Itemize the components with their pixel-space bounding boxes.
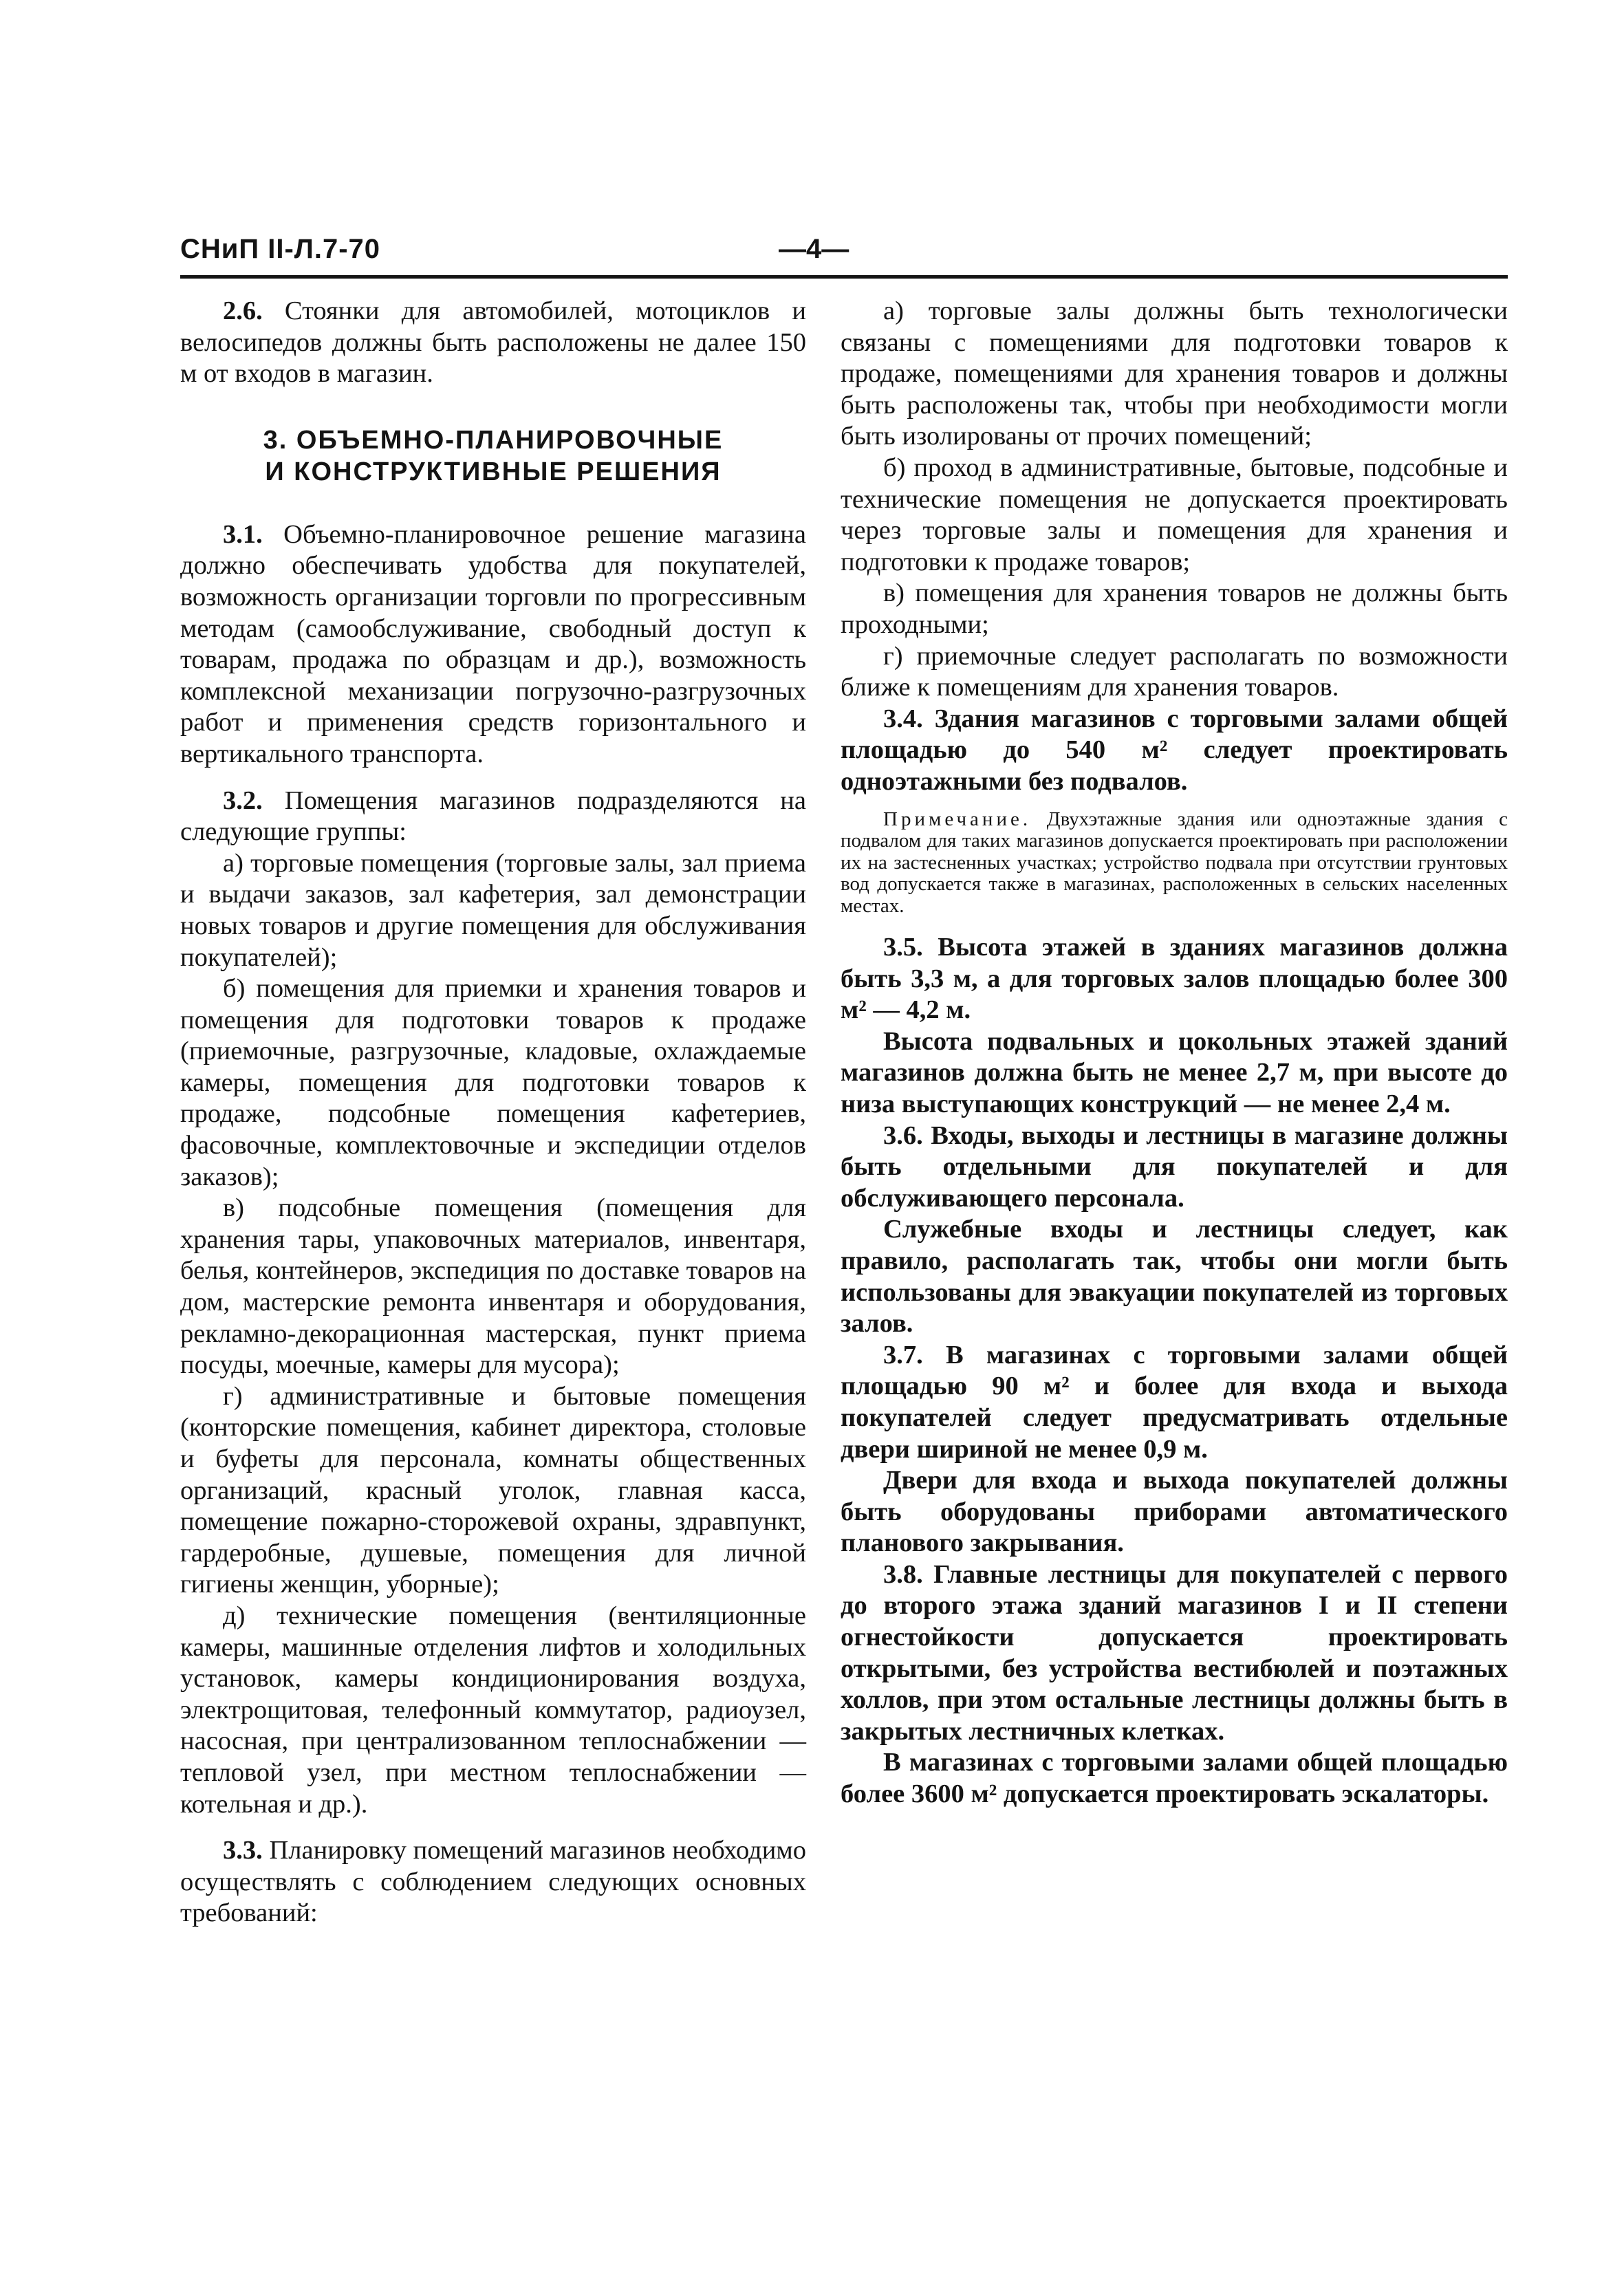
- paragraph-3-5-continued: Высота подвальных и цокольных этажей зданий магазинов должна быть не менее 2,7 м, при высоте до низа выступающих конструкций — не менее 2,4 м.: [841, 1026, 1508, 1118]
- clause-number: 2.6.: [223, 296, 263, 325]
- list-item-3-3-b: б) проход в административные, бытовые, подсобные и технические помещения не допускается проектировать через торговые залы и помещения для хранения и подготовки к продаже товаров;: [841, 453, 1508, 576]
- paragraph-3-5: [841, 932, 1508, 1026]
- clause-text: Объемно-планировочное решение магазина должно обеспечивать удобства для покупателей, возможность организации торговли по прогрессивным методам (самообслуживание, свободный доступ к товарам, продажа по образцам и др.), возможность комплексной механизации погрузочно-разгрузочных работ и применения средств горизонтального и вертикального транспорта.: [180, 519, 806, 768]
- paragraph-3-4: [841, 704, 1508, 798]
- clause-number: 3.3.: [223, 1836, 263, 1865]
- clause-number: 3.4.: [883, 704, 923, 733]
- clause-text: В магазинах с торговыми залами общей площадью 90 м² и более для входа и выхода покупателей следует предусматривать отдельные двери шириной не менее 0,9 м.: [841, 1340, 1508, 1464]
- paragraph-3-2: [180, 786, 806, 848]
- list-item-3-2-v: в) подсобные помещения (помещения для хранения тары, упаковочных материалов, инвентаря, белья, контейнеров, экспедиция по доставке товаров на дом, мастерские ремонта инвентаря и оборудования, рекламно-декорационная мастерская, пункт приема посуды, моечные, камеры для мусора);: [180, 1193, 806, 1380]
- paragraph-3-7-continued: Двери для входа и выхода покупателей должны быть оборудованы приборами автоматического планового закрывания.: [841, 1466, 1508, 1558]
- clause-text: Входы, выходы и лестницы в магазине должны быть отдельными для покупателей и для обслуживающего персонала.: [841, 1120, 1508, 1213]
- clause-number: 3.5.: [883, 933, 923, 962]
- note-label: Примечание.: [883, 808, 1032, 830]
- clause-text: Высота этажей в зданиях магазинов должна быть 3,3 м, а для торговых залов площадью более 300 м² — 4,2 м.: [841, 933, 1508, 1025]
- paragraph-3-1: [180, 519, 806, 770]
- paragraph-3-8-continued: В магазинах с торговыми залами общей площадью более 3600 м² допускается проектировать эскалаторы.: [841, 1748, 1508, 1809]
- clause-text: Планировку помещений магазинов необходимо осуществлять с соблюдением следующих основных требований:: [180, 1836, 806, 1928]
- clause-number: 3.1.: [223, 519, 263, 549]
- document-code: СНиП II-Л.7-70: [180, 234, 381, 264]
- section-title: [180, 424, 806, 488]
- clause-number: 3.2.: [223, 786, 263, 815]
- page-number: —4—: [779, 234, 849, 264]
- right-column: [841, 296, 1508, 1810]
- clause-text: Помещения магазинов подразделяются на следующие группы:: [180, 786, 806, 847]
- clause-text: Главные лестницы для покупателей с первого до второго этажа зданий магазинов I и II степени огнестойкости допускается проектировать открытыми, без устройства вестибюлей и поэтажных холлов, при этом остальные лестницы должны быть в закрытых лестничных клетках.: [841, 1559, 1508, 1746]
- page-header: [180, 234, 1508, 279]
- list-item-3-3-g: г) приемочные следует располагать по возможности ближе к помещениям для хранения товаров.: [841, 641, 1508, 702]
- list-item-3-2-d: д) технические помещения (вентиляционные камеры, машинные отделения лифтов и холодильных установок, камеры кондиционирования воздуха, электрощитовая, телефонный коммутатор, радиоузел, насосная, при централизованном теплоснабжении — тепловой узел, при местном теплоснабжении — котельная и др.).: [180, 1601, 806, 1819]
- list-item-3-3-v: в) помещения для хранения товаров не должны быть проходными;: [841, 578, 1508, 639]
- clause-number: 3.6.: [883, 1120, 923, 1150]
- clause-number: 3.7.: [883, 1340, 923, 1369]
- list-item-3-2-a: а) торговые помещения (торговые залы, зал приема и выдачи заказов, зал кафетерия, зал демонстрации новых товаров и другие помещения для обслуживания покупателей);: [180, 848, 806, 972]
- section-title-line-1: 3. ОБЪЕМНО-ПЛАНИРОВОЧНЫЕ: [263, 425, 724, 455]
- clause-text: Стоянки для автомобилей, мотоциклов и велосипедов должны быть расположены не далее 150 м от входов в магазин.: [180, 296, 806, 389]
- note-text: Двухэтажные здания или одноэтажные здания с подвалом для таких магазинов допускается проектировать при расположении их на застесненных участках; устройство подвала при отсутствии грунтовых вод допускается также в магазинах, расположенных в сельских населенных местах.: [841, 808, 1508, 917]
- left-column: [180, 296, 806, 1929]
- clause-number: 3.8.: [883, 1559, 923, 1589]
- header-divider: [180, 275, 1508, 279]
- paragraph-2-6: [180, 296, 806, 390]
- clause-text: Здания магазинов с торговыми залами общей площадью до 540 м² следует проектировать одноэтажными без подвалов.: [841, 704, 1508, 796]
- paragraph-3-6: [841, 1120, 1508, 1215]
- section-title-line-2: И КОНСТРУКТИВНЫЕ РЕШЕНИЯ: [265, 457, 722, 486]
- paragraph-3-6-continued: Служебные входы и лестницы следует, как правило, располагать так, чтобы они могли быть использованы для эвакуации покупателей из торговых залов.: [841, 1215, 1508, 1339]
- list-item-3-3-a: а) торговые залы должны быть технологически связаны с помещениями для подготовки товаров к продаже, помещениями для хранения товаров и должны быть расположены так, чтобы при необходимости могли быть изолированы от прочих помещений;: [841, 296, 1508, 451]
- paragraph-3-3: [180, 1835, 806, 1929]
- paragraph-3-7: [841, 1340, 1508, 1465]
- list-item-3-2-b: б) помещения для приемки и хранения товаров и помещения для подготовки товаров к продаже (приемочные, разгрузочные, кладовые, охлаждаемые камеры, помещения для подготовки товаров к продаже, подсобные помещения кафетериев, фасовочные, комплектовочные и экспедиции отделов заказов);: [180, 974, 806, 1191]
- note: [841, 809, 1508, 918]
- paragraph-3-8: [841, 1559, 1508, 1748]
- list-item-3-2-g: г) административные и бытовые помещения (конторские помещения, кабинет директора, столовые и буфеты для персонала, комнаты общественных организаций, красный уголок, главная касса, помещение пожарно-сторожевой охраны, здравпункт, гардеробные, душевые, помещения для личной гигиены женщин, уборные);: [180, 1381, 806, 1599]
